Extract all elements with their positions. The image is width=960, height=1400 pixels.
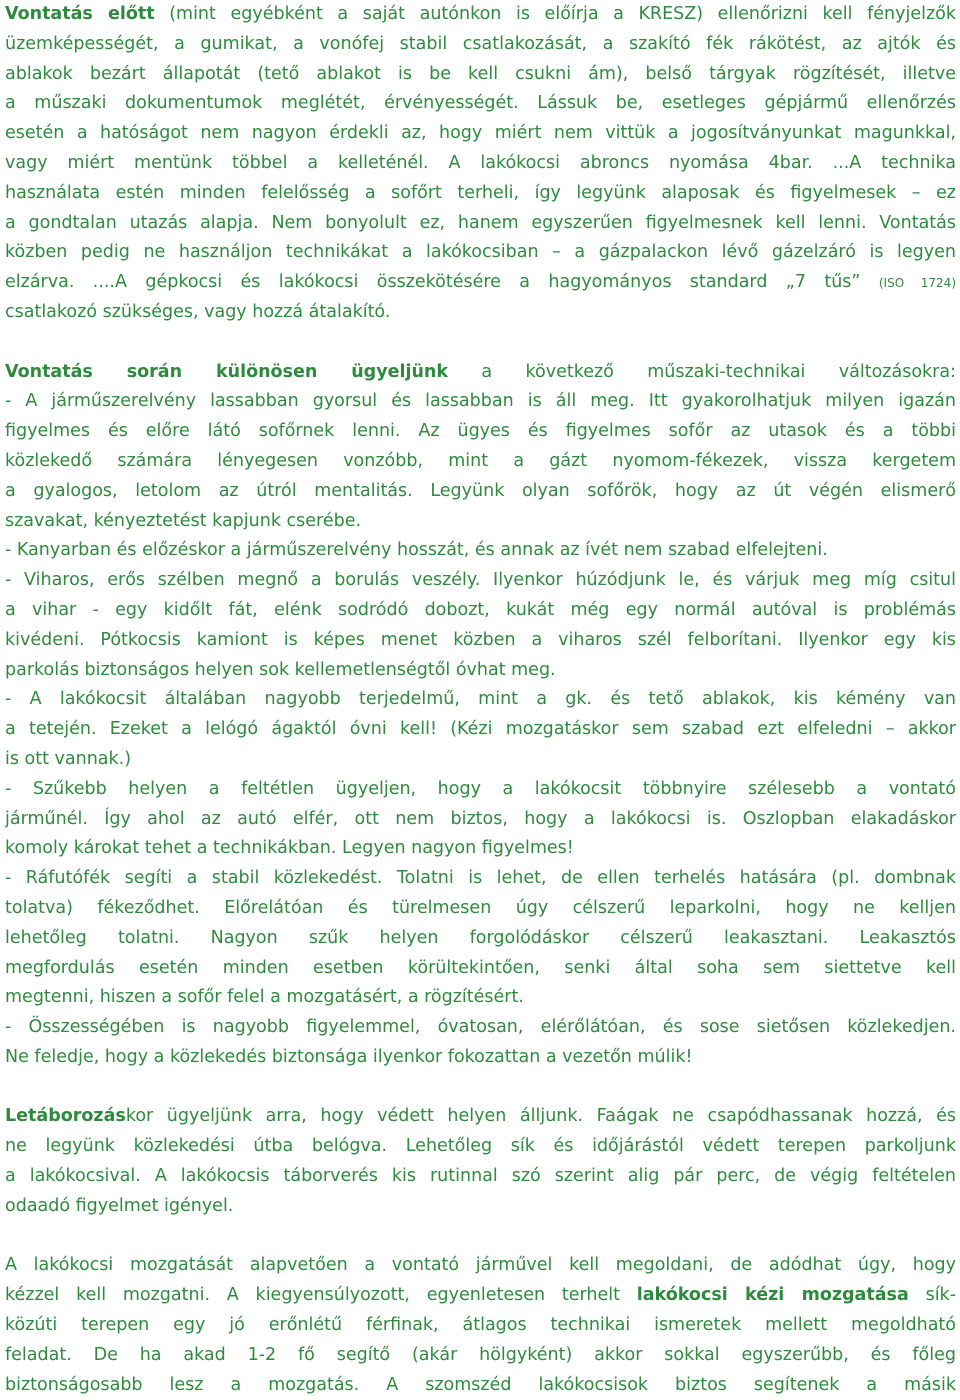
text-line <box>5 1281 956 1311</box>
text-line <box>5 983 956 1013</box>
text-run: kivédeni. Pótkocsis kamiont is képes menet közben a viharos szél felborítani. Ilyenkor egy kis <box>5 629 956 650</box>
text-line <box>5 0 956 30</box>
text-line <box>5 1132 956 1162</box>
text-line <box>5 298 956 328</box>
text-run: parkolás biztonságos helyen sok kellemetlenségtől óvhat meg. <box>5 659 556 680</box>
text-run: - Kanyarban és előzéskor a járműszerelvény hosszát, és annak az ívét nem szabad elfelejteni. <box>5 540 828 561</box>
text-line <box>5 119 956 149</box>
text-run: lehetőleg tolatni. Nagyon szűk helyen forgolódáskor célszerű leakasztani. Leakasztós <box>5 927 956 948</box>
text-run: vagy miért mentünk többel a kelleténél. A lakókocsi abroncs nyomása 4bar. ...A technika <box>5 152 956 173</box>
text-run: ablakok bezárt állapotát (tető ablakot is be kell csukni ám), belső tárgyak rögzítését, illetve <box>5 63 956 84</box>
bold-text: lakókocsi kézi mozgatása <box>636 1285 909 1306</box>
text-line <box>5 924 956 954</box>
text-line <box>5 149 956 179</box>
text-line <box>5 89 956 119</box>
paragraph-camping-setup <box>5 1102 956 1221</box>
text-line <box>5 477 956 507</box>
text-run: ne legyünk közlekedési útba belógva. Lehetőleg sík és időjárástól védett terepen parkoljunk <box>5 1136 956 1157</box>
paragraph-gap <box>5 1222 956 1252</box>
text-line <box>5 656 956 686</box>
text-line <box>5 1311 956 1341</box>
text-line <box>5 536 956 566</box>
bold-text: Vontatás során különösen ügyeljünk <box>5 361 449 382</box>
text-run: A lakókocsi mozgatását alapvetően a vontató járművel kell megoldani, de adódhat úgy, hogy <box>5 1255 956 1276</box>
text-run: a következő műszaki-technikai változásokra: <box>448 361 956 382</box>
text-line <box>5 447 956 477</box>
text-line <box>5 179 956 209</box>
text-line <box>5 715 956 745</box>
text-run: - Viharos, erős szélben megnő a borulás veszély. Ilyenkor húzódjunk le, és várjuk meg míg csitul <box>5 570 956 591</box>
text-run: szavakat, kényeztetést kapjunk cserébe. <box>5 510 362 531</box>
paragraph-manual-moving <box>5 1251 956 1400</box>
text-run: - A lakókocsit általában nagyobb terjedelmű, mint a gk. és tető ablakok, kis kémény van <box>5 689 956 710</box>
text-line <box>5 387 956 417</box>
text-run: járműnél. Így ahol az autó elfér, ott nem biztos, hogy a lakókocsi is. Oszlopban elakadáskor <box>5 808 956 829</box>
text-run: - A járműszerelvény lassabban gyorsul és lassabban is áll meg. Itt gyakorolhatjuk milyen igazán <box>5 391 956 412</box>
text-run: biztonságosabb lesz a mozgatás. A szomszéd lakókocsisok biztos segítenek a másik <box>5 1374 956 1395</box>
text-run: a lakókocsival. A lakókocsis táborverés kis rutinnal szó szerint alig pár perc, de végig feltételen <box>5 1166 956 1187</box>
text-line <box>5 954 956 984</box>
text-run: - Szűkebb helyen a feltétlen ügyeljen, hogy a lakókocsit többnyire szélesebb a vontató <box>5 778 956 799</box>
text-run: a tetején. Ezeket a lelógó ágaktól óvni kell! (Kézi mozgatáskor sem szabad ezt elfeledni – akkor <box>5 719 956 740</box>
text-line <box>5 864 956 894</box>
bold-text: Vontatás előtt <box>5 4 155 24</box>
text-run: - Ráfutófék segíti a stabil közlekedést. Tolatni is lehet, de ellen terhelés hatására (pl. dombnak <box>5 868 956 889</box>
text-run: a gondtalan utazás alapja. Nem bonyolult ez, hanem egyszerűen figyelmesnek kell lenni. Vontatás <box>5 212 956 233</box>
paragraph-pre-towing-checks <box>5 0 956 328</box>
text-line <box>5 238 956 268</box>
text-line <box>5 1102 956 1132</box>
standard-reference: (ISO 1724) <box>878 276 956 291</box>
text-line <box>5 268 956 298</box>
text-line <box>5 1371 956 1400</box>
text-line <box>5 507 956 537</box>
text-line <box>5 417 956 447</box>
text-line <box>5 30 956 60</box>
text-line <box>5 1162 956 1192</box>
text-run: (mint egyébként a saját autónkon is előírja a KRESZ) ellenőrizni kell fényjelzők <box>154 4 956 24</box>
text-run: tolatva) fékeződhet. Előrelátóan és türelmesen úgy célszerű leparkolni, hogy ne kelljen <box>5 897 956 918</box>
text-run: figyelmes és előre látó sofőrnek lenni. Az ügyes és figyelmes sofőr az utasok és a többi <box>5 421 956 442</box>
text-run: - Összességében is nagyobb figyelemmel, óvatosan, elérőlátóan, és sose sietősen közlekedjen. <box>5 1017 956 1038</box>
paragraph-towing-changes <box>5 358 956 1073</box>
text-run: közúti terepen egy jó erőnlétű férfinak, átlagos technikai ismeretek mellett megoldható <box>5 1315 956 1336</box>
paragraph-gap <box>5 1073 956 1103</box>
text-line <box>5 358 956 388</box>
text-line <box>5 1251 956 1281</box>
text-line <box>5 209 956 239</box>
text-line <box>5 1043 956 1073</box>
bold-text: Letáborozás <box>5 1106 126 1127</box>
text-run: komoly károkat tehet a technikákban. Legyen nagyon figyelmes! <box>5 838 574 859</box>
text-line <box>5 1341 956 1371</box>
text-line <box>5 1013 956 1043</box>
text-line <box>5 805 956 835</box>
text-run: Ne feledje, hogy a közlekedés biztonsága ilyenkor fokozattan a vezetőn múlik! <box>5 1046 693 1067</box>
text-run: használata estén minden felelősség a sofőrt terheli, így legyünk alaposak és figyelmesek – ez <box>5 182 956 203</box>
text-run: kor ügyeljünk arra, hogy védett helyen álljunk. Faágak ne csapódhassanak hozzá, és <box>125 1106 956 1127</box>
text-run: elzárva. ....A gépkocsi és lakókocsi összekötésére a hagyományos standard „7 tűs” <box>5 272 879 293</box>
text-run: üzemképességét, a gumikat, a vonófej stabil csatlakozását, a szakító fék rákötést, az ajtók és <box>5 33 956 54</box>
text-line <box>5 894 956 924</box>
text-run: megfordulás esetén minden esetben körültekintően, senki által soha sem siettetve kell <box>5 957 956 978</box>
text-line <box>5 745 956 775</box>
text-run: csatlakozó szükséges, vagy hozzá átalakító. <box>5 301 391 322</box>
text-run: közben pedig ne használjon technikákat a lakókocsiban – a gázpalackon lévő gázelzáró is legyen <box>5 242 956 263</box>
text-run: közlekedő számára lényegesen vonzóbb, mint a gázt nyomom-fékezek, vissza kergetem <box>5 450 956 471</box>
text-line <box>5 685 956 715</box>
text-line <box>5 626 956 656</box>
text-line <box>5 1192 956 1222</box>
text-run: esetén a hatóságot nem nagyon érdekli az, hogy miért nem vittük a jogosítványunkat magunkkal, <box>5 123 956 144</box>
text-line <box>5 60 956 90</box>
text-run: is ott vannak.) <box>5 748 132 769</box>
text-line <box>5 566 956 596</box>
text-line <box>5 775 956 805</box>
text-run: odaadó figyelmet igényel. <box>5 1195 234 1216</box>
text-run: a vihar - egy kidőlt fát, elénk sodródó dobozt, kukát még egy normál autóval is problémás <box>5 599 956 620</box>
text-line <box>5 596 956 626</box>
text-run: sík- <box>908 1285 956 1306</box>
text-line <box>5 834 956 864</box>
text-run: a gyalogos, letolom az útról mentalitás. Legyünk olyan sofőrök, hogy az út végén elismerő <box>5 480 956 501</box>
text-run: feladat. De ha akad 1-2 fő segítő (akár hölgyként) akkor sokkal egyszerűbb, és főleg <box>5 1344 956 1365</box>
paragraph-gap <box>5 328 956 358</box>
text-run: megtenni, hiszen a sofőr felel a mozgatásért, a rögzítésért. <box>5 987 524 1008</box>
text-run: kézzel kell mozgatni. A kiegyensúlyozott, egyenletesen terhelt <box>5 1285 637 1306</box>
text-run: a műszaki dokumentumok meglétét, érvényességét. Lássuk be, esetleges gépjármű ellenőrzés <box>5 93 956 114</box>
